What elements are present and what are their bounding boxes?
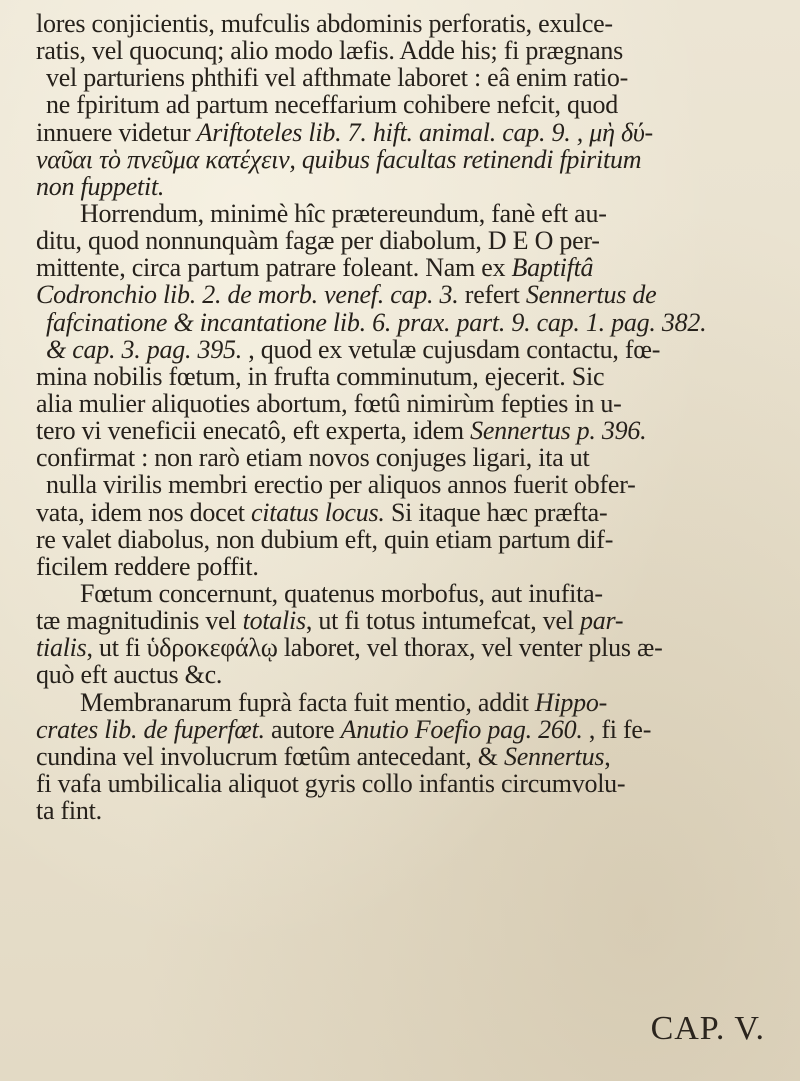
text-segment: re valet diabolus, non dubium eft, quin etiam partum dif- — [36, 524, 614, 554]
text-line — [36, 689, 776, 716]
text-line — [36, 580, 776, 607]
text-segment: quò eft auctus &c. — [36, 660, 223, 690]
text-segment: , fi fe- — [582, 714, 652, 744]
text-segment: , quod ex vetulæ cujusdam contactu, fœ- — [242, 334, 661, 364]
text-line — [36, 716, 776, 743]
text-segment: lores conjicientis, mufculis abdominis perforatis, exulce- — [36, 9, 613, 38]
catchword: CAP. V. — [650, 1010, 765, 1047]
text-segment: mittente, circa partum patrare foleant. Nam ex — [36, 253, 512, 283]
italic-text-segment: & cap. 3. pag. 395. — [46, 334, 243, 364]
text-segment: , — [604, 741, 611, 771]
italic-text-segment: non fuppetit. — [36, 171, 165, 201]
text-line — [36, 64, 776, 91]
text-line — [36, 173, 776, 200]
text-line — [36, 254, 776, 281]
text-line — [36, 797, 776, 824]
text-segment: refert — [458, 280, 526, 310]
text-segment: ditu, quod nonnunquàm fagæ per diabolum, D E O per- — [36, 226, 600, 256]
italic-text-segment: fafcinatione & incantatione lib. 6. prax. part. 9. cap. 1. pag. 382. — [46, 307, 707, 337]
text-line — [36, 200, 776, 227]
text-line — [36, 309, 776, 336]
text-line — [36, 553, 776, 580]
text-segment: autore — [264, 714, 341, 744]
text-segment: vel parturiens phthifi vel afthmate laboret : eâ enim ratio- — [46, 63, 629, 93]
text-segment: confirmat : non rarò etiam novos conjuges ligari, ita ut — [36, 443, 590, 473]
italic-text-segment: Sennertus — [503, 741, 605, 771]
italic-text-segment: ναῦαι τὸ πνεῦμα κατέχειν, quibus facultas retinendi fpiritum — [36, 144, 642, 174]
text-line — [36, 770, 776, 797]
text-segment: ratis, vel quocunq; alio modo læfis. Adde his; fi prægnans — [36, 36, 624, 66]
text-segment: , ut fi totus intumefcat, vel — [305, 606, 580, 636]
text-line — [36, 471, 776, 498]
text-line — [36, 37, 776, 64]
text-line — [36, 390, 776, 417]
text-line — [36, 336, 776, 363]
italic-text-segment: Anutio Foefio pag. 260. — [340, 714, 583, 744]
text-line — [36, 499, 776, 526]
text-segment: vata, idem nos docet — [36, 497, 251, 527]
text-segment: Fœtum concernunt, quatenus morbofus, aut inufita- — [80, 578, 603, 608]
text-segment: tero vi veneficii enecatô, eft experta, idem — [36, 416, 471, 446]
italic-text-segment: crates lib. de fuperfœt. — [36, 714, 265, 744]
text-segment: innuere videtur — [36, 117, 197, 147]
text-segment: tæ magnitudinis vel — [36, 606, 243, 636]
text-line — [36, 119, 776, 146]
italic-text-segment: Codronchio lib. 2. de morb. venef. cap. 3. — [36, 280, 459, 310]
text-segment: fi vafa umbilicalia aliquot gyris collo infantis circumvolu- — [36, 768, 626, 798]
text-line — [36, 743, 776, 770]
italic-text-segment: tialis — [36, 633, 87, 663]
text-line — [36, 444, 776, 471]
text-line — [36, 607, 776, 634]
text-segment: nulla virilis membri erectio per aliquos annos fuerit obfer- — [46, 470, 636, 500]
text-segment: , ut fi ὑδροκεφάλῳ laboret, vel thorax, vel venter plus æ- — [86, 633, 663, 663]
text-line — [36, 363, 776, 390]
text-segment: Si itaque hæc præfta- — [384, 497, 608, 527]
text-segment: Membranarum fuprà facta fuit mentio, addit — [80, 687, 535, 717]
text-line — [36, 661, 776, 688]
italic-text-segment: totalis — [242, 606, 306, 636]
text-line — [36, 146, 776, 173]
italic-text-segment: citatus locus. — [250, 497, 385, 527]
italic-text-segment: Sennertus de — [525, 280, 657, 310]
italic-text-segment: Ariftoteles lib. 7. hift. animal. cap. 9. , μὴ δύ- — [196, 117, 653, 147]
text-segment: mina nobilis fœtum, in frufta comminutum, ejecerit. Sic — [36, 361, 605, 391]
text-segment: cundina vel involucrum fœtûm antecedant, & — [36, 741, 504, 771]
text-line — [36, 91, 776, 118]
text-line — [36, 417, 776, 444]
text-segment: ta fint. — [36, 796, 102, 826]
italic-text-segment: Sennertus p. 396. — [470, 416, 647, 446]
text-segment: ficilem reddere poffit. — [36, 551, 259, 581]
italic-text-segment: Hippo- — [534, 687, 608, 717]
text-segment: alia mulier aliquoties abortum, fœtû nimirùm fepties in u- — [36, 388, 622, 418]
text-line — [36, 634, 776, 661]
text-segment: ne fpiritum ad partum neceffarium cohibere nefcit, quod — [46, 90, 618, 120]
text-line — [36, 281, 776, 308]
text-line — [36, 10, 776, 37]
body-text — [36, 10, 776, 824]
italic-text-segment: Baptiftâ — [511, 253, 594, 283]
text-line — [36, 227, 776, 254]
text-segment: Horrendum, minimè hîc prætereundum, fanè eft au- — [80, 198, 607, 228]
text-line — [36, 526, 776, 553]
italic-text-segment: par- — [579, 606, 624, 636]
